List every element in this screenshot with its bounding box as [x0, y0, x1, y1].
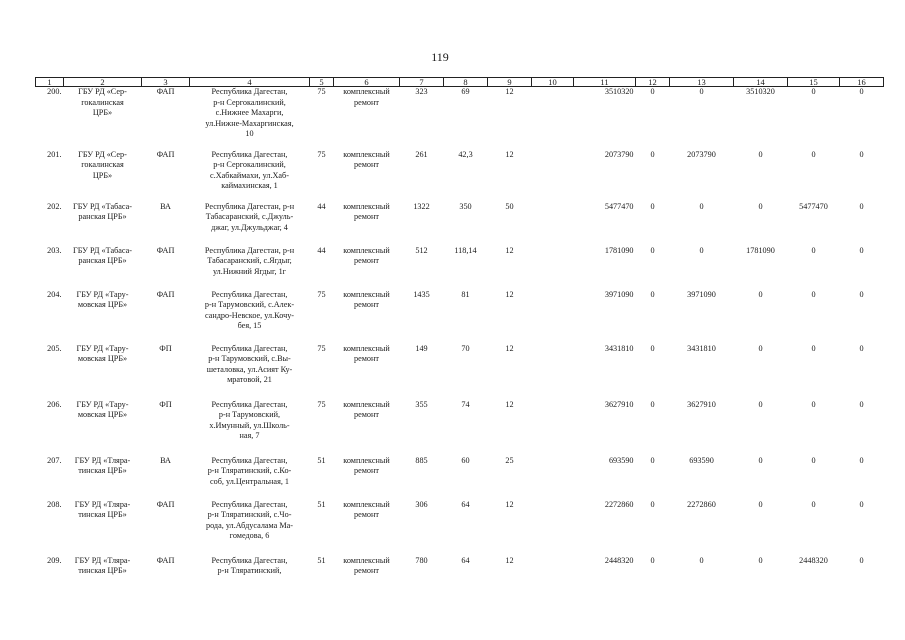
- cell-c16: 0: [859, 245, 864, 255]
- cell-c8: 81: [461, 289, 470, 299]
- table-row: [36, 289, 884, 343]
- cell-c12: 0: [650, 149, 655, 159]
- cell-c10: [532, 87, 574, 149]
- table-row: [36, 499, 884, 555]
- cell-c7: 306: [415, 499, 428, 509]
- column-header-7: 7: [400, 78, 444, 87]
- table-row: [36, 201, 884, 245]
- cell-c14: 0: [758, 499, 763, 509]
- cell-c7: 1435: [413, 289, 430, 299]
- cell-c16: 0: [859, 499, 864, 509]
- cell-num: 201.: [47, 149, 62, 159]
- table-row: [36, 555, 884, 595]
- cell-c8: 74: [461, 399, 470, 409]
- cell-org: ГБУ РД «Тару- мовская ЦРБ»: [76, 343, 129, 363]
- cell-c15: 0: [811, 87, 816, 96]
- cell-c12: 0: [650, 499, 655, 509]
- column-header-15: 15: [788, 78, 840, 87]
- cell-c13: 0: [699, 201, 704, 211]
- cell-addr: Республика Дагестан, р-н Сергокалинский, с.Нижнее Махарги, ул.Нижне-Махаргинская, 10: [205, 87, 294, 138]
- cell-c5: 75: [317, 149, 326, 159]
- cell-c14: 0: [758, 455, 763, 465]
- cell-type: ФП: [159, 399, 172, 409]
- column-header-13: 13: [670, 78, 734, 87]
- cell-c13: 0: [699, 245, 704, 255]
- cell-c9: 12: [505, 499, 514, 509]
- cell-num: 205.: [47, 343, 62, 353]
- cell-c12: 0: [650, 87, 655, 96]
- cell-c8: 70: [461, 343, 470, 353]
- cell-c14: 0: [758, 149, 763, 159]
- cell-c10: [532, 201, 574, 245]
- cell-org: ГБУ РД «Тляра- тинская ЦРБ»: [74, 555, 131, 575]
- cell-c16: 0: [859, 343, 864, 353]
- cell-type: ФАП: [156, 245, 175, 255]
- cell-c5: 44: [317, 201, 326, 211]
- facilities-table: [35, 77, 884, 595]
- cell-work: комплексный ремонт: [343, 149, 390, 169]
- cell-c14: 1781090: [746, 245, 775, 255]
- cell-c11: 693590: [608, 455, 634, 465]
- cell-c16: 0: [859, 455, 864, 465]
- cell-work: комплексный ремонт: [343, 499, 390, 519]
- cell-c15: 0: [811, 343, 816, 353]
- column-header-10: 10: [532, 78, 574, 87]
- column-header-1: 1: [36, 78, 64, 87]
- table-row: [36, 399, 884, 455]
- cell-org: ГБУ РД «Тляра- тинская ЦРБ»: [74, 455, 131, 475]
- cell-c15: 5477470: [799, 201, 828, 211]
- cell-c10: [532, 455, 574, 499]
- cell-c10: [532, 555, 574, 595]
- cell-c7: 780: [415, 555, 428, 565]
- column-header-9: 9: [488, 78, 532, 87]
- cell-c15: 0: [811, 455, 816, 465]
- cell-c11: 1781090: [604, 245, 634, 255]
- cell-c5: 75: [317, 399, 326, 409]
- column-header-8: 8: [444, 78, 488, 87]
- cell-num: 209.: [47, 555, 62, 565]
- page-number: 119: [431, 50, 449, 64]
- cell-c13: 693590: [689, 455, 714, 465]
- cell-org: ГБУ РД «Сер- гокалинская ЦРБ»: [78, 149, 127, 180]
- column-header-5: 5: [310, 78, 334, 87]
- cell-c13: 0: [699, 555, 704, 565]
- cell-c14: 0: [758, 201, 763, 211]
- column-header-3: 3: [142, 78, 190, 87]
- cell-c9: 12: [505, 399, 514, 409]
- cell-type: ФАП: [156, 149, 175, 159]
- table-row: [36, 245, 884, 289]
- cell-org: ГБУ РД «Тару- мовская ЦРБ»: [76, 399, 129, 419]
- cell-c5: 44: [317, 245, 326, 255]
- cell-c9: 12: [505, 149, 514, 159]
- cell-c8: 118,14: [454, 245, 477, 255]
- column-header-2: 2: [64, 78, 142, 87]
- cell-c7: 261: [415, 149, 428, 159]
- cell-c9: 12: [505, 245, 514, 255]
- cell-c10: [532, 499, 574, 555]
- cell-addr: Республика Дагестан, р-н Сергокалинский, с.Хабкаймахи, ул.Хаб- каймахинская, 1: [210, 149, 289, 190]
- cell-c7: 885: [415, 455, 428, 465]
- table-row: [36, 87, 884, 149]
- cell-work: комплексный ремонт: [343, 399, 390, 419]
- cell-c10: [532, 399, 574, 455]
- cell-c11: 3431810: [604, 343, 634, 353]
- cell-c8: 42,3: [458, 149, 473, 159]
- cell-c12: 0: [650, 555, 655, 565]
- cell-addr: Республика Дагестан, р-н Тарумовский, х.Имунный, ул.Школь- ная, 7: [209, 399, 290, 440]
- cell-num: 202.: [47, 201, 62, 211]
- cell-num: 204.: [47, 289, 62, 299]
- cell-c15: 0: [811, 399, 816, 409]
- column-header-11: 11: [574, 78, 636, 87]
- cell-c7: 512: [415, 245, 428, 255]
- cell-c7: 1322: [413, 201, 430, 211]
- cell-c14: 0: [758, 343, 763, 353]
- cell-c12: 0: [650, 289, 655, 299]
- column-header-12: 12: [636, 78, 670, 87]
- column-header-4: 4: [190, 78, 310, 87]
- cell-c11: 2272860: [604, 499, 634, 509]
- table-row: [36, 149, 884, 201]
- cell-addr: Республика Дагестан, р-н Тляратинский, с.Ко- соб, ул.Центральная, 1: [207, 455, 292, 486]
- cell-c5: 75: [317, 87, 326, 96]
- cell-c9: 12: [505, 343, 514, 353]
- cell-work: комплексный ремонт: [343, 289, 390, 309]
- cell-c10: [532, 343, 574, 399]
- cell-org: ГБУ РД «Сер- гокалинская ЦРБ»: [78, 87, 127, 117]
- cell-type: ФП: [159, 343, 172, 353]
- cell-c15: 0: [811, 149, 816, 159]
- cell-c12: 0: [650, 201, 655, 211]
- cell-type: ФАП: [156, 555, 175, 565]
- cell-org: ГБУ РД «Тляра- тинская ЦРБ»: [74, 499, 131, 519]
- cell-c11: 2073790: [604, 149, 634, 159]
- cell-num: 208.: [47, 499, 62, 509]
- header-row: [36, 78, 884, 87]
- cell-c10: [532, 245, 574, 289]
- cell-c7: 355: [415, 399, 428, 409]
- cell-c13: 3971090: [687, 289, 716, 299]
- cell-num: 206.: [47, 399, 62, 409]
- cell-c13: 3627910: [687, 399, 716, 409]
- cell-work: комплексный ремонт: [343, 555, 390, 575]
- cell-work: комплексный ремонт: [343, 245, 390, 265]
- cell-org: ГБУ РД «Тару- мовская ЦРБ»: [76, 289, 129, 309]
- cell-c15: 0: [811, 245, 816, 255]
- cell-c16: 0: [859, 555, 864, 565]
- cell-c8: 64: [461, 499, 470, 509]
- cell-addr: Республика Дагестан, р-н Табасаранский, с.Ягдыг, ул.Нижний Ягдыг, 1г: [204, 245, 295, 276]
- cell-c9: 12: [505, 87, 514, 96]
- cell-c10: [532, 289, 574, 343]
- cell-c13: 2272860: [687, 499, 716, 509]
- cell-c9: 12: [505, 555, 514, 565]
- cell-c5: 51: [317, 499, 326, 509]
- cell-addr: Республика Дагестан, р-н Табасаранский, с.Джуль- джаг, ул.Джульджаг, 4: [204, 201, 295, 232]
- cell-c14: 0: [758, 399, 763, 409]
- cell-c11: 5477470: [604, 201, 634, 211]
- cell-type: ФАП: [156, 289, 175, 299]
- cell-c16: 0: [859, 87, 864, 96]
- table-body: [36, 87, 884, 595]
- table-row: [36, 343, 884, 399]
- column-header-6: 6: [334, 78, 400, 87]
- column-header-14: 14: [734, 78, 788, 87]
- cell-c16: 0: [859, 149, 864, 159]
- cell-c12: 0: [650, 343, 655, 353]
- cell-c8: 350: [459, 201, 472, 211]
- cell-work: комплексный ремонт: [343, 343, 390, 363]
- cell-c8: 69: [461, 87, 470, 96]
- cell-addr: Республика Дагестан, р-н Тарумовский, с.Вы- шеталовка, ул.Асият Ку- мратовой, 21: [206, 343, 293, 384]
- cell-c5: 51: [317, 455, 326, 465]
- cell-work: комплексный ремонт: [343, 201, 390, 221]
- cell-c14: 0: [758, 289, 763, 299]
- cell-c11: 3971090: [604, 289, 634, 299]
- table-row: [36, 455, 884, 499]
- cell-c15: 0: [811, 289, 816, 299]
- cell-num: 207.: [47, 455, 62, 465]
- cell-c16: 0: [859, 399, 864, 409]
- cell-type: ФАП: [156, 499, 175, 509]
- cell-c9: 25: [505, 455, 514, 465]
- cell-c15: 2448320: [799, 555, 828, 565]
- cell-c8: 64: [461, 555, 470, 565]
- cell-c5: 75: [317, 343, 326, 353]
- cell-type: ВА: [160, 201, 171, 211]
- cell-c12: 0: [650, 399, 655, 409]
- cell-work: комплексный ремонт: [343, 87, 390, 107]
- cell-num: 200.: [47, 87, 62, 96]
- cell-c5: 51: [317, 555, 326, 565]
- cell-c11: 3510320: [604, 87, 634, 96]
- cell-c15: 0: [811, 499, 816, 509]
- cell-c7: 149: [415, 343, 428, 353]
- cell-type: ВА: [160, 455, 171, 465]
- cell-c10: [532, 149, 574, 201]
- cell-c12: 0: [650, 455, 655, 465]
- cell-c16: 0: [859, 201, 864, 211]
- cell-c13: 0: [699, 87, 704, 96]
- cell-c8: 60: [461, 455, 470, 465]
- cell-c13: 3431810: [687, 343, 716, 353]
- cell-addr: Республика Дагестан, р-н Тляратинский, с.Чо- рода, ул.Абдусалама Ма- гомедова, 6: [205, 499, 294, 540]
- cell-c9: 12: [505, 289, 514, 299]
- cell-c13: 2073790: [687, 149, 716, 159]
- cell-work: комплексный ремонт: [343, 455, 390, 475]
- cell-addr: Республика Дагестан, р-н Тляратинский,: [211, 555, 288, 575]
- cell-type: ФАП: [156, 87, 175, 96]
- cell-org: ГБУ РД «Табаса- ранская ЦРБ»: [73, 201, 132, 221]
- cell-c14: 0: [758, 555, 763, 565]
- cell-org: ГБУ РД «Табаса- ранская ЦРБ»: [73, 245, 132, 265]
- cell-c9: 50: [505, 201, 514, 211]
- cell-c7: 323: [415, 87, 428, 96]
- cell-c16: 0: [859, 289, 864, 299]
- column-header-16: 16: [840, 78, 884, 87]
- cell-c11: 2448320: [604, 555, 634, 565]
- cell-c5: 75: [317, 289, 326, 299]
- cell-c14: 3510320: [746, 87, 775, 96]
- cell-c11: 3627910: [604, 399, 634, 409]
- cell-c12: 0: [650, 245, 655, 255]
- cell-num: 203.: [47, 245, 62, 255]
- cell-addr: Республика Дагестан, р-н Тарумовский, с.Алек- сандро-Невское, ул.Кочу- бея, 15: [204, 289, 295, 330]
